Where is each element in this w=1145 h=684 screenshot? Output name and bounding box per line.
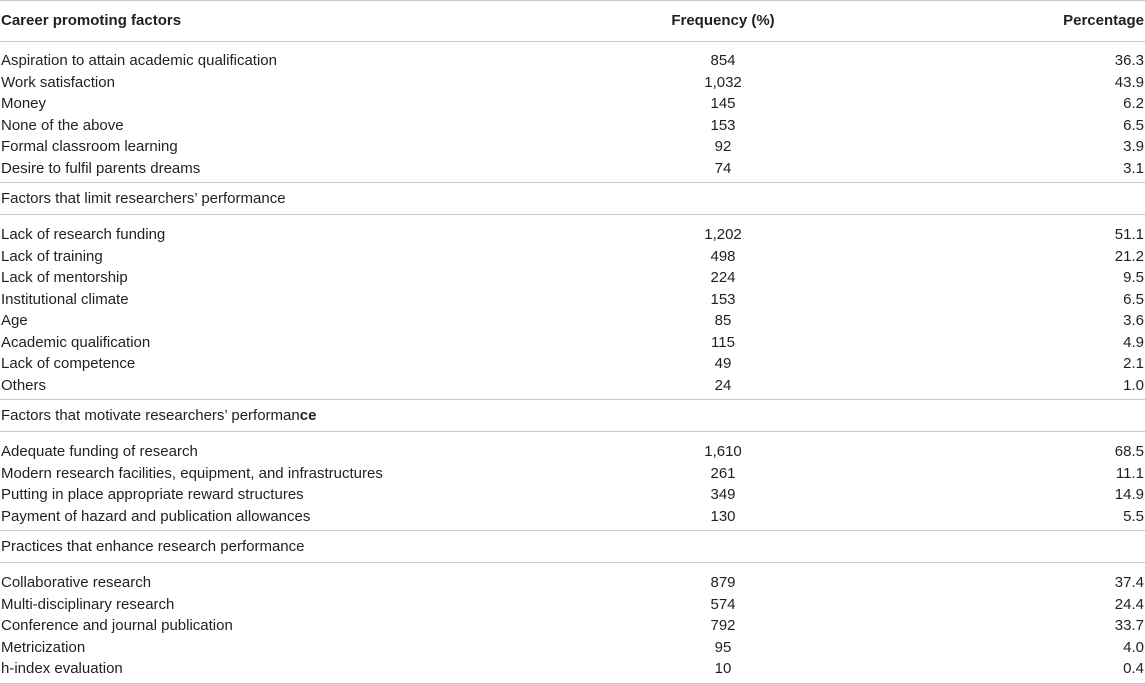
table-row xyxy=(0,594,1145,616)
table-row xyxy=(0,267,1145,289)
row-label: Others xyxy=(1,376,47,394)
row-frequency: 1,032 xyxy=(704,73,742,91)
row-frequency: 261 xyxy=(710,464,736,482)
row-percentage: 33.7 xyxy=(1114,617,1144,634)
table-row xyxy=(0,224,1145,246)
row-frequency: 153 xyxy=(710,116,736,134)
row-percentage: 36.3 xyxy=(1114,52,1144,69)
table-row xyxy=(0,637,1145,659)
row-label: Lack of training xyxy=(1,247,103,265)
section-title-limiting-factors xyxy=(0,182,1145,215)
row-frequency: 1,202 xyxy=(704,226,742,243)
row-frequency: 879 xyxy=(710,574,736,591)
row-frequency: 49 xyxy=(714,355,732,372)
row-frequency: 145 xyxy=(710,95,736,112)
row-percentage: 4.9 xyxy=(1123,333,1144,351)
section-title: Factors that limit researchers’ performance xyxy=(1,190,286,207)
row-percentage: 4.0 xyxy=(1123,638,1144,656)
row-label: Money xyxy=(1,95,47,112)
row-percentage: 6.5 xyxy=(1123,116,1144,134)
table-row xyxy=(0,246,1145,268)
table-row xyxy=(0,484,1145,506)
table-row xyxy=(0,506,1145,528)
table-row xyxy=(0,115,1145,137)
row-percentage: 6.2 xyxy=(1123,95,1144,112)
table-row xyxy=(0,375,1145,397)
table-row xyxy=(0,615,1145,637)
row-frequency: 224 xyxy=(710,269,736,286)
row-label: Collaborative research xyxy=(1,574,152,591)
row-percentage: 3.9 xyxy=(1123,138,1144,155)
row-frequency: 24 xyxy=(714,376,732,394)
row-percentage: 37.4 xyxy=(1114,574,1144,591)
section-motivating-factors xyxy=(0,432,1145,530)
section-title-text: Factors that motivate researchers’ performan xyxy=(1,407,300,424)
table-row xyxy=(0,572,1145,594)
row-percentage: 24.4 xyxy=(1114,595,1144,613)
table-row xyxy=(0,332,1145,354)
section-title: Practices that enhance research performance xyxy=(1,538,305,555)
row-label: Aspiration to attain academic qualification xyxy=(1,52,277,69)
header-career-promoting-factors: Career promoting factors xyxy=(1,12,182,29)
row-label: Adequate funding of research xyxy=(1,443,198,460)
row-frequency: 115 xyxy=(711,333,735,351)
row-label: Metricization xyxy=(1,638,86,656)
row-label: Lack of competence xyxy=(1,355,136,372)
table-row xyxy=(0,441,1145,463)
row-frequency: 153 xyxy=(710,290,736,308)
table-row xyxy=(0,289,1145,311)
row-frequency: 792 xyxy=(710,617,736,634)
section-career-promoting xyxy=(0,42,1145,182)
section-title xyxy=(1,400,316,431)
table-row xyxy=(0,158,1145,180)
row-percentage: 43.9 xyxy=(1114,73,1144,91)
row-label: Formal classroom learning xyxy=(1,138,178,155)
row-label: Conference and journal publication xyxy=(1,617,233,634)
row-frequency: 349 xyxy=(710,486,736,503)
row-frequency: 10 xyxy=(714,660,732,677)
row-percentage: 14.9 xyxy=(1114,486,1144,503)
row-label: Desire to fulfil parents dreams xyxy=(1,159,201,177)
section-title-bold-tail: ce xyxy=(299,407,317,424)
row-frequency: 498 xyxy=(710,247,736,265)
row-percentage: 6.5 xyxy=(1123,290,1144,308)
row-label: Lack of mentorship xyxy=(1,269,128,286)
row-label: Institutional climate xyxy=(1,290,129,308)
table-row xyxy=(0,50,1145,72)
row-percentage: 5.5 xyxy=(1123,507,1144,525)
section-limiting-factors xyxy=(0,215,1145,399)
table-row xyxy=(0,463,1145,485)
row-percentage: 51.1 xyxy=(1114,226,1144,243)
section-enhancing-practices xyxy=(0,563,1145,683)
row-frequency: 92 xyxy=(714,138,732,155)
row-percentage: 3.6 xyxy=(1123,312,1144,329)
row-percentage: 2.1 xyxy=(1123,355,1144,372)
row-label: Work satisfaction xyxy=(1,73,115,91)
table-row xyxy=(0,310,1145,332)
row-frequency: 85 xyxy=(714,312,732,329)
row-percentage: 11.1 xyxy=(1115,464,1144,482)
table-row xyxy=(0,353,1145,375)
row-frequency: 74 xyxy=(714,159,732,177)
section-title-motivating-factors xyxy=(0,399,1145,432)
row-label: Academic qualification xyxy=(1,333,151,351)
table-bottom-rule xyxy=(0,683,1145,684)
row-percentage: 1.0 xyxy=(1123,376,1144,394)
row-percentage: 9.5 xyxy=(1123,269,1144,286)
header-percentage: Percentage xyxy=(1063,12,1144,29)
row-frequency: 1,610 xyxy=(704,443,742,460)
row-label: h-index evaluation xyxy=(1,660,123,677)
table-row xyxy=(0,93,1145,115)
row-label: None of the above xyxy=(1,116,124,134)
row-label: Lack of research funding xyxy=(1,226,166,243)
row-label: Putting in place appropriate reward structures xyxy=(1,486,304,503)
table-row xyxy=(0,72,1145,94)
row-label: Payment of hazard and publication allowances xyxy=(1,507,311,525)
table-row xyxy=(0,136,1145,158)
row-percentage: 68.5 xyxy=(1114,443,1144,460)
row-frequency: 574 xyxy=(710,595,736,613)
table-header xyxy=(0,0,1145,42)
row-percentage: 3.1 xyxy=(1123,159,1144,177)
table-row xyxy=(0,658,1145,680)
row-percentage: 0.4 xyxy=(1123,660,1144,677)
header-frequency: Frequency (%) xyxy=(671,12,775,29)
row-label: Modern research facilities, equipment, and infrastructures xyxy=(1,464,383,482)
row-frequency: 95 xyxy=(714,638,732,656)
row-frequency: 854 xyxy=(710,52,736,69)
row-label: Age xyxy=(1,312,28,329)
row-label: Multi-disciplinary research xyxy=(1,595,175,613)
section-title-enhancing-practices xyxy=(0,530,1145,563)
row-frequency: 130 xyxy=(710,507,736,525)
row-percentage: 21.2 xyxy=(1114,247,1144,265)
